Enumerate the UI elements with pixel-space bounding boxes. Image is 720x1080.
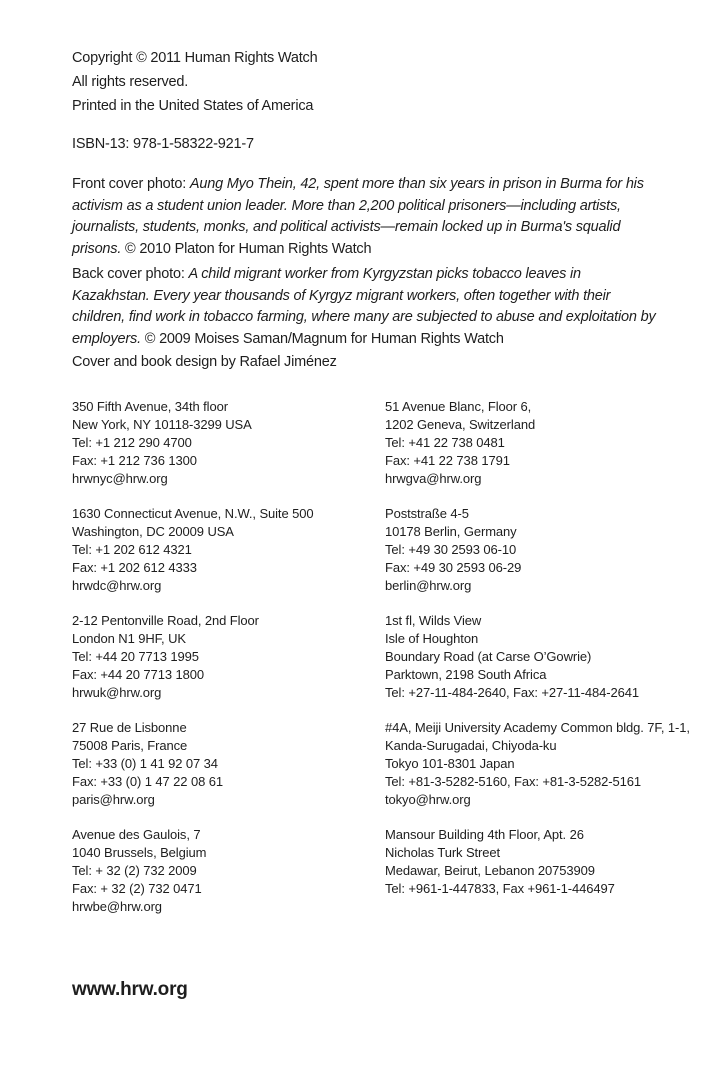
back-cover-photo-label: Back cover photo: [72, 266, 189, 282]
office-address-line: hrwuk@hrw.org [72, 684, 162, 700]
office-address-block [385, 719, 690, 809]
office-address-line: Fax: +1 212 736 1300 [72, 452, 197, 468]
office-address-line: 10178 Berlin, Germany [385, 523, 517, 539]
office-address-line: 27 Rue de Lisbonne [72, 719, 187, 735]
office-address-line: New York, NY 10118-3299 USA [72, 416, 252, 432]
office-address-block [72, 612, 385, 702]
back-cover-photo-caption [72, 264, 662, 350]
front-cover-photo-credit: © 2010 Platon for Human Rights Watch [121, 240, 372, 257]
front-cover-photo-caption-italic: Aung Myo Thein, 42, spent more than six years in prison in Burma for his activism as a student union leader. More than 2,200 political prisoners—including artists, journalists, students, monks, and political activists—remain locked up in Burma's squalid prisons. [72, 176, 644, 257]
isbn-line: ISBN-13: 978-1-58322-921-7 [72, 136, 254, 152]
office-address-line: 1630 Connecticut Avenue, N.W., Suite 500 [72, 505, 314, 521]
office-address-line: Fax: +33 (0) 1 47 22 08 61 [72, 773, 223, 789]
office-address-line: Mansour Building 4th Floor, Apt. 26 [385, 826, 584, 842]
design-credit: Cover and book design by Rafael Jiménez [72, 354, 337, 370]
office-address-line: Fax: +49 30 2593 06-29 [385, 559, 522, 575]
office-address-line: Nicholas Turk Street [385, 844, 501, 860]
office-address-line: Washington, DC 20009 USA [72, 523, 234, 539]
office-address-line: Tel: +81-3-5282-5160, Fax: +81-3-5282-5161 [385, 773, 641, 789]
office-address-line: Avenue des Gaulois, 7 [72, 826, 201, 842]
office-address-line: tokyo@hrw.org [385, 791, 471, 807]
office-address-line: paris@hrw.org [72, 791, 155, 807]
office-address-line: 1040 Brussels, Belgium [72, 844, 207, 860]
front-cover-photo-label: Front cover photo: [72, 176, 190, 192]
office-address-line: 1st fl, Wilds View [385, 612, 482, 628]
office-address-block [72, 398, 385, 488]
office-address-line: Medawar, Beirut, Lebanon 20753909 [385, 862, 595, 878]
office-address-block [72, 719, 385, 809]
office-address-block [385, 826, 690, 916]
office-address-line: berlin@hrw.org [385, 577, 472, 593]
office-address-line: Fax: +1 202 612 4333 [72, 559, 197, 575]
office-address-line: Tel: +44 20 7713 1995 [72, 648, 199, 664]
office-address-line: Tel: +27-11-484-2640, Fax: +27-11-484-2641 [385, 684, 640, 700]
office-address-line: #4A, Meiji University Academy Common bldg. 7F, 1-1, [385, 719, 690, 735]
office-address-block [385, 398, 690, 488]
office-address-line: Fax: + 32 (2) 732 0471 [72, 880, 202, 896]
rights-reserved-line: All rights reserved. [72, 74, 189, 90]
office-address-line: hrwnyc@hrw.org [72, 470, 168, 486]
office-address-line: Tel: +41 22 738 0481 [385, 434, 505, 450]
office-address-line: 350 Fifth Avenue, 34th floor [72, 398, 228, 414]
office-address-line: 1202 Geneva, Switzerland [385, 416, 536, 432]
website-url: www.hrw.org [72, 978, 188, 1000]
office-address-line: 2-12 Pentonville Road, 2nd Floor [72, 612, 259, 628]
office-address-line: Fax: +44 20 7713 1800 [72, 666, 204, 682]
office-address-line: 75008 Paris, France [72, 737, 188, 753]
office-address-block [72, 505, 385, 595]
offices-left-column [72, 398, 385, 933]
office-address-line: Tel: +33 (0) 1 41 92 07 34 [72, 755, 218, 771]
printed-line: Printed in the United States of America [72, 98, 314, 114]
office-address-line: Isle of Houghton [385, 630, 479, 646]
office-address-block [72, 826, 385, 916]
office-address-line: Poststraße 4-5 [385, 505, 469, 521]
back-cover-photo-credit: © 2009 Moises Saman/Magnum for Human Rights Watch [140, 330, 504, 347]
office-address-line: Parktown, 2198 South Africa [385, 666, 547, 682]
office-address-block [385, 612, 690, 702]
office-address-line: Tel: +1 212 290 4700 [72, 434, 192, 450]
office-address-line: London N1 9HF, UK [72, 630, 186, 646]
office-address-line: Kanda-Surugadai, Chiyoda-ku [385, 737, 557, 753]
front-cover-photo-caption [72, 174, 662, 260]
copyright-line: Copyright © 2011 Human Rights Watch [72, 50, 318, 66]
office-address-line: 51 Avenue Blanc, Floor 6, [385, 398, 532, 414]
office-address-list [72, 398, 690, 933]
office-address-line: hrwgva@hrw.org [385, 470, 482, 486]
office-address-line: Tel: +961-1-447833, Fax +961-1-446497 [385, 880, 615, 896]
office-address-line: hrwdc@hrw.org [72, 577, 162, 593]
office-address-line: hrwbe@hrw.org [72, 898, 162, 914]
office-address-line: Fax: +41 22 738 1791 [385, 452, 510, 468]
office-address-block [385, 505, 690, 595]
office-address-line: Tokyo 101-8301 Japan [385, 755, 515, 771]
back-cover-photo-caption-italic: A child migrant worker from Kyrgyzstan picks tobacco leaves in Kazakhstan. Every year thousands of Kyrgyz migrant workers, often together with their children, find work in tobacco farming, where many are subjected to abuse and exploitation by employers. [72, 266, 656, 347]
office-address-line: Tel: +49 30 2593 06-10 [385, 541, 517, 557]
office-address-line: Tel: + 32 (2) 732 2009 [72, 862, 197, 878]
office-address-line: Tel: +1 202 612 4321 [72, 541, 192, 557]
offices-right-column [385, 398, 690, 933]
office-address-line: Boundary Road (at Carse O’Gowrie) [385, 648, 592, 664]
